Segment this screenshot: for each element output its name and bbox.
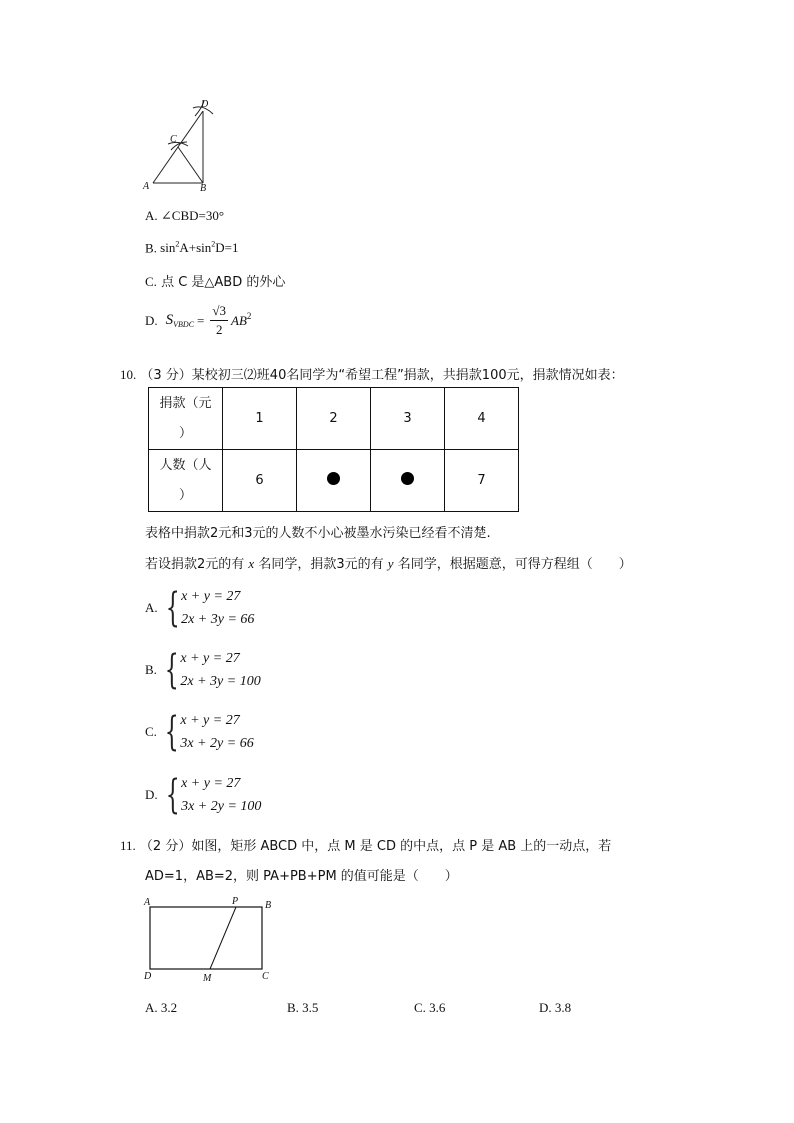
ink-blot-cell	[297, 450, 371, 512]
question-text: 某校初三⑵班40名同学为“希望工程”捐款，共捐款100元，捐款情况如表：	[191, 368, 624, 383]
ink-blot-cell	[371, 450, 445, 512]
donation-table	[148, 387, 519, 512]
option-text: ∠CBD=30°	[160, 208, 225, 223]
q11-label-p: P	[232, 896, 239, 907]
question-score: （2 分）	[139, 839, 192, 854]
q9-option-a[interactable]	[145, 208, 224, 224]
q9-option-b[interactable]	[145, 240, 238, 256]
brace-icon: {	[164, 647, 179, 693]
q9-label-b: B	[200, 183, 207, 192]
q11-option-a[interactable]: A. 3.2	[145, 1000, 178, 1015]
q11-stem-line2: AD=1，AB=2，则 PA+PB+PM 的值可能是（ ）	[145, 869, 458, 884]
option-letter: C.	[145, 274, 157, 289]
equation-system: x + y = 27 2x + 3y = 100	[180, 651, 261, 689]
row-header: 人数（人 ）	[149, 450, 223, 512]
q10-option-d[interactable]	[145, 772, 261, 818]
table-cell: 7	[445, 450, 519, 512]
option-letter: B.	[145, 662, 157, 677]
row-header: 捐款（元 ）	[149, 388, 223, 450]
q11-option-c[interactable]: C. 3.6	[414, 1000, 446, 1015]
q11-label-c: C	[262, 971, 269, 982]
option-text: $\sin^2A+\sin^2D=1$	[160, 240, 239, 256]
table-cell: 4	[445, 388, 519, 450]
table-row	[149, 388, 519, 450]
question-number: 10.	[120, 367, 137, 382]
question-number: 11.	[120, 838, 136, 853]
q11-label-b: B	[265, 900, 272, 911]
brace-icon: {	[165, 772, 180, 818]
table-cell: 2	[297, 388, 371, 450]
q11-rectangle-figure	[140, 895, 280, 985]
question-score: （3 分）	[140, 368, 192, 383]
q10-option-b[interactable]	[145, 647, 261, 693]
q11-label-m: M	[203, 973, 212, 984]
q9-option-d[interactable]	[145, 302, 251, 339]
brace-icon: {	[164, 709, 179, 755]
equation-system: x + y = 27 2x + 3y = 66	[181, 589, 255, 627]
option-text: 点 C 是△ABD 的外心	[161, 275, 286, 290]
ink-dot-icon	[401, 472, 414, 485]
brace-icon: {	[165, 585, 180, 631]
q11-option-b[interactable]: B. 3.5	[287, 1000, 319, 1015]
q10-note: 表格中捐款2元和3元的人数不小心被墨水污染已经看不清楚.	[145, 526, 491, 541]
table-row	[149, 450, 519, 512]
ink-dot-icon	[327, 472, 340, 485]
q11-label-a: A	[144, 897, 151, 908]
table-cell: 6	[223, 450, 297, 512]
q10-option-a[interactable]	[145, 585, 254, 631]
option-letter: B.	[145, 240, 157, 256]
option-letter: A.	[145, 600, 158, 615]
equation-system: x + y = 27 3x + 2y = 66	[180, 713, 254, 751]
q9-label-c: C	[170, 134, 177, 145]
q9-option-c[interactable]	[145, 271, 285, 290]
q11-option-d[interactable]: D. 3.8	[539, 1000, 572, 1015]
question-text: 如图，矩形 ABCD 中，点 M 是 CD 的中点，点 P 是 AB 上的一动点，若	[191, 839, 612, 854]
option-letter: D.	[145, 787, 158, 802]
q9-triangle-figure	[138, 96, 218, 192]
q10-stem	[120, 364, 624, 383]
option-letter: C.	[145, 724, 157, 739]
table-cell: 1	[223, 388, 297, 450]
q10-option-c[interactable]	[145, 709, 254, 755]
table-cell: 3	[371, 388, 445, 450]
q9-label-a: A	[143, 181, 150, 192]
q9-label-d: D	[201, 99, 209, 110]
q11-stem-line1	[120, 835, 611, 854]
option-letter: D.	[145, 312, 158, 328]
option-letter: A.	[145, 208, 158, 223]
q11-label-d: D	[144, 971, 152, 982]
q10-prompt: 若设捐款2元的有 x 名同学，捐款3元的有 y 名同学，根据题意，可得方程组（ ）	[145, 556, 632, 572]
equation-system: x + y = 27 3x + 2y = 100	[181, 776, 262, 814]
formula-area: S $_{VBDC}$ = $\frac{√3}{2}$ AB $^2$	[165, 303, 252, 337]
